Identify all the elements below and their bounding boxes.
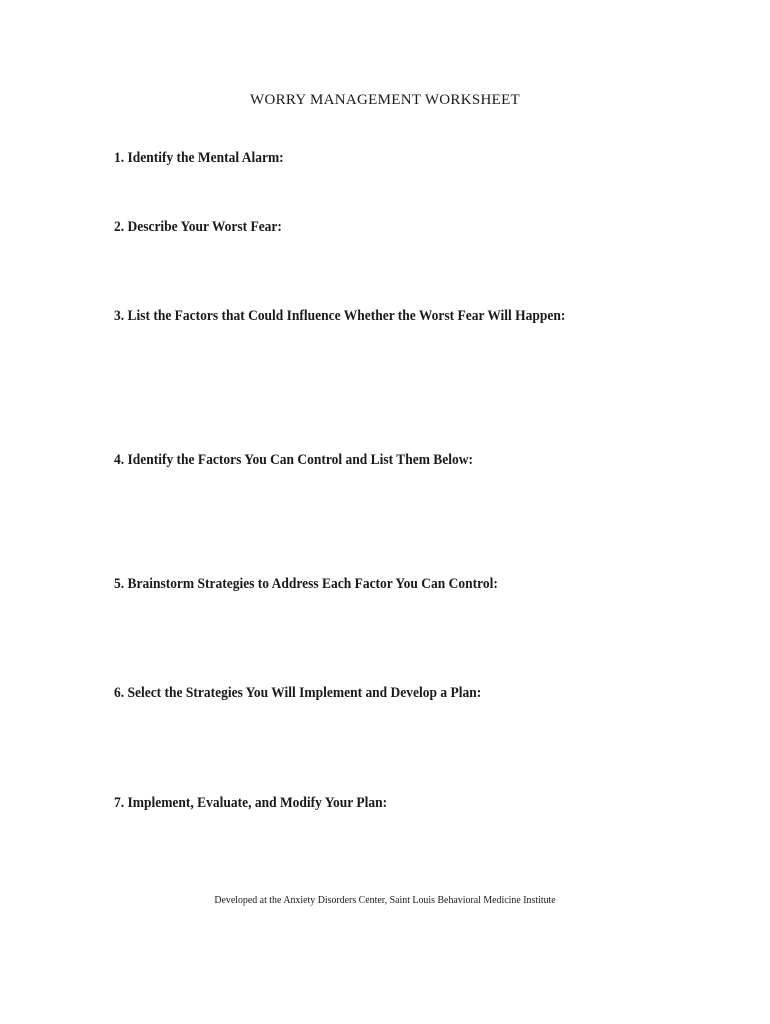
prompt-select-strategies-plan: 6. Select the Strategies You Will Implement and Develop a Plan:	[114, 685, 482, 701]
worksheet-title: WORRY MANAGEMENT WORKSHEET	[249, 92, 521, 108]
prompt-describe-worst-fear: 2. Describe Your Worst Fear:	[114, 219, 282, 235]
prompt-brainstorm-strategies: 5. Brainstorm Strategies to Address Each Factor You Can Control:	[114, 576, 498, 592]
prompt-identify-controllable-factors: 4. Identify the Factors You Can Control and List Them Below:	[114, 452, 473, 468]
footer-credit: Developed at the Anxiety Disorders Center, Saint Louis Behavioral Medicine Institute	[214, 894, 556, 906]
prompt-identify-mental-alarm: 1. Identify the Mental Alarm:	[114, 150, 284, 166]
prompt-implement-evaluate-modify: 7. Implement, Evaluate, and Modify Your Plan:	[114, 795, 388, 811]
prompt-list-influencing-factors: 3. List the Factors that Could Influence Whether the Worst Fear Will Happen:	[114, 308, 566, 324]
